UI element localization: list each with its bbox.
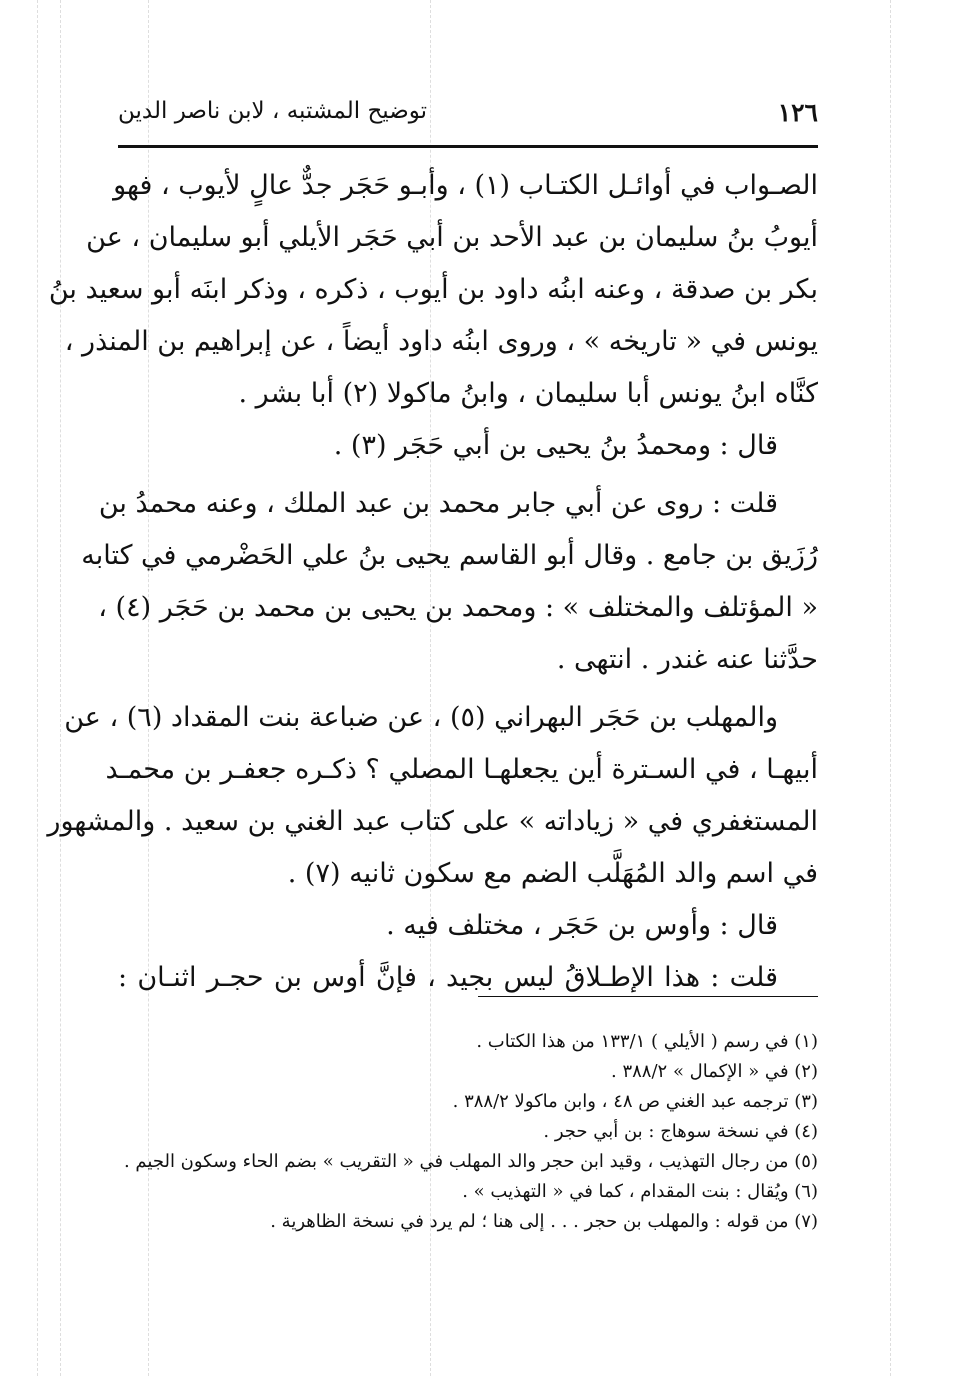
main-text bbox=[47, 160, 818, 1004]
scan-artifact-line bbox=[890, 0, 891, 1376]
footnote: (٣) ترجمه عبد الغني ص ٤٨ ، وابن ماكولا ٣٨٨/٢ . bbox=[452, 1091, 818, 1112]
text-line: كنَّاه ابنُ يونس أبا سليمان ، وابنُ ماكولا (٢) أبا بشر . bbox=[238, 378, 818, 409]
running-title: توضيح المشتبه ، لابن ناصر الدين bbox=[118, 98, 428, 124]
footnote: (٤) في نسخة سوهاج : بن أبي حجر . bbox=[543, 1121, 818, 1142]
text-line: قلت : روى عن أبي جابر محمد بن عبد الملك ، وعنه محمدُ بن bbox=[98, 488, 778, 519]
footnote: (٥) من رجال التهذيب ، وقيد ابن حجر والد المهلب في « التقريب » بضم الحاء وسكون الجيم . bbox=[123, 1151, 818, 1172]
footnote: (٧) من قوله : والمهلب بن حجر . . . إلى هنا ؛ لم يرد في نسخة الظاهرية . bbox=[270, 1211, 818, 1232]
text-line: الصـواب في أوائـل الكتـاب (١) ، وأبـو حَجَر جدٌّ عالٍ لأيوب ، فهو bbox=[113, 170, 818, 201]
text-line: بكر بن صدقة ، وعنه ابنُه داود بن أيوب ، ذكره ، وذكر ابنَه أبو سعيد بنُ bbox=[48, 274, 818, 305]
page-number: ١٢٦ bbox=[777, 98, 818, 127]
footnote: (١) في رسم ( الأيلي ) ١٣٣/١ من هذا الكتاب . bbox=[476, 1031, 818, 1052]
text-line: في اسم والد المُهَلَّب الضم مع سكون ثانيه (٧) . bbox=[287, 858, 818, 889]
text-line: قلت : هذا الإطـلاقُ ليس بجيد ، فإنَّ أوس بن حجـر اثنـان : bbox=[118, 962, 778, 993]
text-line: والمهلب بن حَجَر البهراني (٥) ، عن ضباعة بنت المقداد (٦) ، عن bbox=[64, 702, 778, 733]
header-rule bbox=[118, 145, 818, 148]
text-line: « المؤتلف والمختلف » : ومحمد بن يحيى بن محمد بن حَجَر (٤) ، bbox=[98, 592, 818, 623]
footnote: (٢) في « الإكمال » ٣٨٨/٢ . bbox=[611, 1061, 818, 1082]
scan-artifact-line bbox=[37, 0, 38, 1376]
text-line: رُزَيق بن جامع . وقال أبو القاسم يحيى بنُ علي الحَضْرمي في كتابه bbox=[81, 540, 818, 571]
text-line: المستغفري في « زياداته » على كتاب عبد الغني بن سعيد . والمشهور bbox=[47, 806, 818, 837]
text-line: حدَّثنا عنه غندر . انتهى . bbox=[556, 644, 818, 675]
text-line: قال : وأوس بن حَجَر ، مختلف فيه . bbox=[386, 910, 778, 941]
text-line: أبيهـا ، في السـترة أين يجعلهـا المصلي ؟ ذكـره جعفـر بن محمـد bbox=[105, 754, 818, 785]
footnotes bbox=[118, 1027, 818, 1237]
page-header bbox=[118, 92, 818, 140]
scan-artifact-line bbox=[60, 0, 61, 1376]
text-line: قال : ومحمدُ بنُ يحيى بن أبي حَجَر (٣) . bbox=[333, 430, 778, 461]
footnote-separator bbox=[478, 996, 818, 997]
text-line: أيوبُ بنُ سليمان بن عبد الأحد بن أبي حَجَر الأيلي أبو سليمان ، عن bbox=[86, 222, 818, 253]
footnote: (٦) ويُقال : بنت المقدام ، كما في « التهذيب » . bbox=[462, 1181, 818, 1202]
text-line: يونس في « تاريخه » ، وروى ابنُه داود أيضاً ، عن إبراهيم بن المنذر ، bbox=[64, 326, 818, 357]
